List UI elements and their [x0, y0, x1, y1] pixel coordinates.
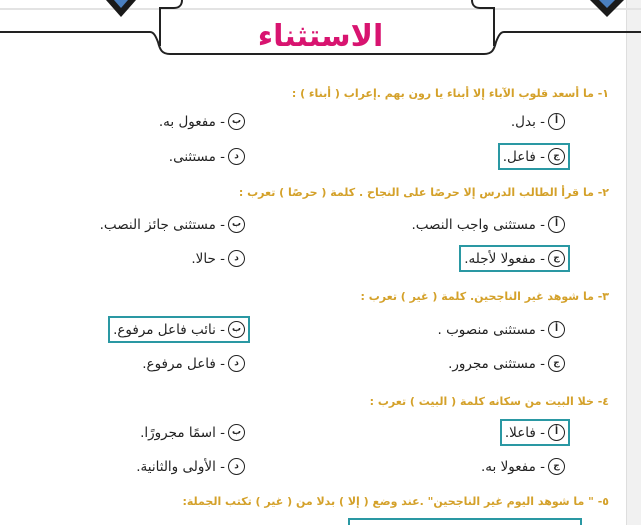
option-letter-badge: أ: [548, 113, 565, 130]
question-4-text: ٤- خلا البيت من سكانه كلمة ( البيت ) تعرب :: [369, 395, 609, 408]
option-letter-badge: ب: [228, 321, 245, 338]
option-letter-badge: د: [228, 355, 245, 372]
option-letter-badge: ب: [228, 216, 245, 233]
option-text: - مستثنى منصوب .: [437, 321, 545, 338]
option-text: - مفعولا به.: [481, 458, 545, 475]
q4-option-a-selected[interactable]: [505, 424, 565, 441]
q3-option-a[interactable]: [438, 321, 565, 338]
q3-option-c[interactable]: [448, 355, 565, 372]
option-text: - نائب فاعل مرفوع.: [113, 321, 225, 338]
q1-option-d[interactable]: [169, 148, 245, 165]
option-text: - مستثنى مجرور.: [448, 355, 545, 372]
option-text: - مفعول به.: [158, 113, 225, 130]
q2-option-d[interactable]: [191, 250, 245, 267]
answer-box-partial: [348, 518, 582, 525]
option-text: - بدل.: [510, 113, 545, 130]
option-letter-badge: ج: [548, 148, 565, 165]
option-letter-badge: ج: [548, 250, 565, 267]
q4-option-d[interactable]: [136, 458, 245, 475]
option-text: - مستثنى.: [168, 148, 225, 165]
q2-option-c-selected[interactable]: [464, 250, 565, 267]
q1-option-c-selected[interactable]: [503, 148, 565, 165]
option-text: - الأولى والثانية.: [136, 458, 225, 475]
page-title: الاستثناء: [257, 19, 384, 54]
option-text: - فاعل مرفوع.: [142, 355, 225, 372]
option-text: - مفعولا لأجله.: [464, 250, 545, 267]
question-2-text: ٢- ما قرأ الطالب الدرس إلا حرصًا على النجاح . كلمة ( حرصًا ) تعرب :: [238, 186, 609, 199]
question-3-text: ٣- ما شوهد غير الناجحين. كلمة ( غير ) تعرب :: [360, 290, 609, 303]
question-1-text: ١- ما أسعد قلوب الآباء إلا أبناء يا رون بهم .إعراب ( أبناء ) :: [291, 87, 609, 100]
q4-option-c[interactable]: [481, 458, 565, 475]
q2-option-a[interactable]: [411, 216, 565, 233]
q1-option-b[interactable]: [159, 113, 245, 130]
page-edge: [626, 0, 641, 525]
q3-option-d[interactable]: [142, 355, 245, 372]
option-text: - فاعلا.: [504, 424, 545, 441]
question-5-text: ٥- " ما شوهد اليوم غير الناجحين" .عند وضع ( إلا ) بدلا من ( غير ) تكتب الجملة:: [182, 495, 609, 508]
option-letter-badge: د: [228, 458, 245, 475]
q2-option-b[interactable]: [100, 216, 245, 233]
option-text: - مستثنى جائز النصب.: [99, 216, 225, 233]
option-letter-badge: أ: [548, 424, 565, 441]
option-letter-badge: أ: [548, 321, 565, 338]
option-letter-badge: د: [228, 250, 245, 267]
option-text: - حالا.: [191, 250, 225, 267]
q4-option-b[interactable]: [140, 424, 245, 441]
option-text: - اسمًا مجرورًا.: [140, 424, 225, 441]
option-letter-badge: ج: [548, 355, 565, 372]
option-text: - فاعل.: [502, 148, 545, 165]
option-letter-badge: ج: [548, 458, 565, 475]
option-letter-badge: د: [228, 148, 245, 165]
option-text: - مستثنى واجب النصب.: [411, 216, 545, 233]
option-letter-badge: أ: [548, 216, 565, 233]
option-letter-badge: ب: [228, 113, 245, 130]
q1-option-a[interactable]: [511, 113, 565, 130]
option-letter-badge: ب: [228, 424, 245, 441]
q3-option-b-selected[interactable]: [113, 321, 245, 338]
